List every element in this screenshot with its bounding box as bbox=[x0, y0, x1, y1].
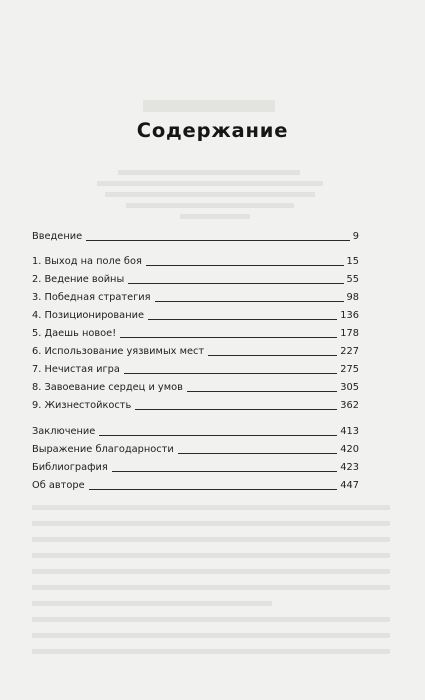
dot-leader bbox=[89, 489, 338, 490]
toc-entry-page-number: 413 bbox=[340, 426, 359, 437]
toc-entry-chapter-6[interactable] bbox=[32, 344, 359, 358]
toc-entry-label: Библиография bbox=[32, 462, 108, 473]
toc-entry-label: Об авторе bbox=[32, 480, 85, 491]
toc-entry-page-number: 423 bbox=[340, 462, 359, 473]
toc-entry-chapter-7[interactable] bbox=[32, 362, 359, 376]
dot-leader bbox=[128, 283, 343, 284]
toc-entry-acknowledgements[interactable] bbox=[32, 442, 359, 456]
toc-entry-page-number: 15 bbox=[346, 256, 359, 267]
dot-leader bbox=[120, 337, 337, 338]
toc-entry-label: 3. Победная стратегия bbox=[32, 292, 151, 303]
toc-entry-chapter-1[interactable] bbox=[32, 254, 359, 268]
toc-entry-label: 4. Позиционирование bbox=[32, 310, 144, 321]
toc-entry-chapter-9[interactable] bbox=[32, 398, 359, 412]
dot-leader bbox=[135, 409, 337, 410]
dot-leader bbox=[112, 471, 338, 472]
toc-entry-page-number: 275 bbox=[340, 364, 359, 375]
toc-entry-label: 5. Даешь новое! bbox=[32, 328, 117, 339]
toc-entry-label: Выражение благодарности bbox=[32, 444, 174, 455]
toc-entry-page-number: 305 bbox=[340, 382, 359, 393]
toc-entry-label: 6. Использование уязвимых мест bbox=[32, 346, 205, 357]
dot-leader bbox=[178, 453, 338, 454]
toc-entry-label: 2. Ведение войны bbox=[32, 274, 125, 285]
toc-entry-page-number: 136 bbox=[340, 310, 359, 321]
toc-entry-chapter-4[interactable] bbox=[32, 308, 359, 322]
toc-entry-label: 9. Жизнестойкость bbox=[32, 400, 132, 411]
dot-leader bbox=[146, 265, 344, 266]
toc-entry-page-number: 227 bbox=[340, 346, 359, 357]
toc-entry-chapter-2[interactable] bbox=[32, 272, 359, 286]
dot-leader bbox=[99, 435, 337, 436]
toc-entry-label: 8. Завоевание сердец и умов bbox=[32, 382, 183, 393]
toc-entry-label: Введение bbox=[32, 231, 83, 242]
page-title: Содержание bbox=[136, 119, 289, 142]
toc-entry-chapter-3[interactable] bbox=[32, 290, 359, 304]
toc-entry-chapter-8[interactable] bbox=[32, 380, 359, 394]
toc-entry-conclusion[interactable] bbox=[32, 424, 359, 438]
toc-entry-chapter-5[interactable] bbox=[32, 326, 359, 340]
toc-entry-page-number: 9 bbox=[352, 231, 359, 242]
dot-leader bbox=[155, 301, 344, 302]
toc-entry-bibliography[interactable] bbox=[32, 460, 359, 474]
dot-leader bbox=[187, 391, 337, 392]
toc-entry-page-number: 447 bbox=[340, 480, 359, 491]
toc-entry-page-number: 178 bbox=[340, 328, 359, 339]
toc-entry-page-number: 98 bbox=[346, 292, 359, 303]
dot-leader bbox=[208, 355, 337, 356]
toc-entry-page-number: 362 bbox=[340, 400, 359, 411]
toc-entry-label: 1. Выход на поле боя bbox=[32, 256, 142, 267]
toc-entry-page-number: 420 bbox=[340, 444, 359, 455]
dot-leader bbox=[148, 319, 337, 320]
toc-entry-about-author[interactable] bbox=[32, 478, 359, 492]
toc-entry-introduction[interactable] bbox=[32, 229, 359, 243]
toc-entry-page-number: 55 bbox=[346, 274, 359, 285]
toc-entry-label: Заключение bbox=[32, 426, 96, 437]
dot-leader bbox=[124, 373, 337, 374]
toc-entry-label: 7. Нечистая игра bbox=[32, 364, 120, 375]
dot-leader bbox=[86, 240, 350, 241]
